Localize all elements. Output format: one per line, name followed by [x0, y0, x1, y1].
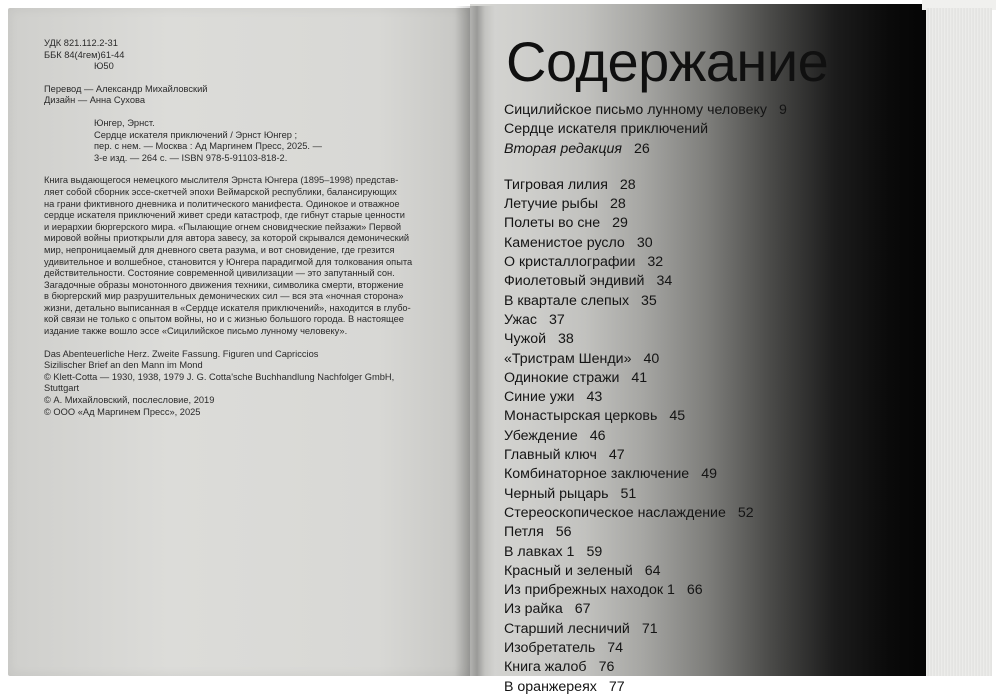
- toc-entry-page: 38: [558, 331, 574, 348]
- toc-entry: [504, 330, 904, 349]
- copyright-line: © Klett-Cotta — 1930, 1938, 1979 J. G. Cotta'sche Buchhandlung Nachfolger GmbH,: [44, 371, 395, 382]
- toc-entry-page: 46: [589, 427, 606, 444]
- toc-entry: [504, 427, 904, 446]
- toc-entry-page: [708, 121, 720, 137]
- toc-entry-title: Сицилийское письмо лунному человеку: [504, 102, 767, 118]
- toc-entry-title: Убеждение: [504, 427, 578, 444]
- toc-entry-page: 41: [631, 369, 648, 386]
- credit-designer: Дизайн — Анна Сухова: [44, 95, 146, 106]
- toc-entry-page: 67: [574, 601, 591, 618]
- toc-entry-title: «Тристрам Шенди»: [504, 350, 632, 367]
- toc-entry-title: Тигровая лилия: [504, 176, 608, 193]
- author-mark: Ю50: [94, 61, 114, 72]
- toc-entry-title: Изобретатель: [504, 640, 596, 657]
- toc-entry-title: Из прибрежных находок 1: [504, 582, 675, 599]
- toc-entry-title: Монастырская церковь: [504, 408, 658, 425]
- toc-entry-title: Красный и зеленый: [504, 562, 633, 579]
- table-of-contents: [504, 101, 904, 697]
- toc-entry: [504, 465, 904, 484]
- toc-entry-title: Ужас: [504, 311, 538, 328]
- toc-entry-title: Синие ужи: [504, 389, 575, 406]
- toc-entry: [504, 639, 904, 658]
- annotation-line: издание также вошло эссе «Сицилийское письмо лунному человеку».: [44, 326, 348, 337]
- toc-entry: [504, 101, 904, 120]
- toc-entry-page: 74: [607, 640, 623, 657]
- toc-entry-page: 9: [778, 102, 787, 118]
- toc-entry: [504, 485, 904, 504]
- toc-entry: [504, 678, 904, 697]
- toc-entry-page: 76: [598, 659, 615, 676]
- copyright-line: © ООО «Ад Маргинем Пресс», 2025: [44, 406, 201, 417]
- toc-entry-title: Петля: [504, 524, 544, 541]
- toc-entry-title: Чужой: [504, 331, 547, 348]
- toc-entry-page: 52: [737, 504, 754, 521]
- toc-entry-page: 56: [555, 524, 572, 541]
- toc-entry: [504, 658, 904, 677]
- toc-entry: [504, 234, 904, 253]
- annotation-line: жизни, детально выписанная в «Сердце искателя приключений», находится в глубо-: [44, 302, 411, 313]
- toc-entry: [504, 369, 904, 388]
- toc-entry-page: 40: [643, 350, 660, 367]
- copyright-line: Stuttgart: [44, 383, 80, 394]
- annotation-line: мир, непроницаемый для дневного света разума, и вот сновидение, где грезится: [44, 244, 395, 255]
- toc-entry-page: 26: [633, 140, 650, 157]
- toc-entry-page: 28: [610, 196, 626, 213]
- toc-entry: [504, 214, 904, 233]
- toc-entry-title: Фиолетовый эндивий: [504, 273, 645, 290]
- toc-entry-page: 30: [636, 234, 653, 251]
- copyright-block: [44, 349, 444, 419]
- toc-entry: [504, 195, 904, 214]
- right-page: [470, 4, 926, 695]
- toc-entry-page: 64: [644, 562, 661, 579]
- toc-entry: [504, 562, 904, 581]
- toc-entry: [504, 523, 904, 542]
- toc-entry-title: Комбинаторное заключение: [504, 466, 690, 483]
- toc-entry-page: 35: [641, 292, 657, 309]
- catalog-record: [44, 118, 444, 164]
- toc-entry-title: Сердце искателя приключений: [504, 121, 708, 138]
- copyright-line: Sizilischer Brief an den Mann im Mond: [44, 360, 203, 371]
- toc-entry-title: Вторая редакция: [504, 140, 622, 157]
- toc-entry: [504, 407, 904, 426]
- toc-entry-title: О кристаллографии: [504, 254, 636, 271]
- toc-entry-title: Главный ключ: [504, 447, 597, 464]
- toc-entry-title: Стереоскопическое наслаждение: [504, 504, 726, 521]
- annotation: [44, 175, 444, 337]
- toc-entry-page: 51: [620, 485, 637, 502]
- toc-entry-title: Книга жалоб: [504, 659, 587, 676]
- annotation-line: в бюргерский мир разрушительных демонических сил — вся эта «ночная сторона»: [44, 291, 404, 302]
- toc-entry-title: Полеты во сне: [504, 215, 601, 232]
- toc-entry-page: 43: [586, 389, 603, 406]
- toc-entry-title: Одинокие стражи: [504, 369, 620, 386]
- toc-entry: [504, 388, 904, 407]
- copyright-line: © А. Михайловский, послесловие, 2019: [44, 395, 215, 406]
- toc-entry-title: Каменистое русло: [504, 234, 625, 251]
- toc-entry-title: В квартале слепых: [504, 292, 630, 309]
- toc-entry: [504, 311, 904, 330]
- toc-entry-page: 29: [612, 215, 628, 232]
- imprint-text: [44, 38, 444, 418]
- annotation-line: и иерархии бюргерского мира. «Пылающие огнем сновидческие пейзажи» Первой: [44, 221, 402, 232]
- toc-entry-page: 59: [586, 543, 603, 560]
- toc-entry-title: В лавках 1: [504, 543, 575, 560]
- catalog-line: пер. с нем. — Москва : Ад Маргинем Пресс, 2025. —: [94, 141, 322, 152]
- annotation-line: на грани фиктивного дневника и политического манифеста. Одинокое и отважное: [44, 198, 400, 209]
- annotation-line: сердце искателя приключений живет среди катастроф, где гибнут старые ценности: [44, 210, 405, 221]
- toc-entry-title: Старший лесничий: [504, 620, 630, 637]
- catalog-line: Юнгер, Эрнст.: [94, 117, 155, 128]
- annotation-line: ляет собой сборник эссе-скетчей эпохи Веймарской республики, балансирующих: [44, 186, 397, 197]
- toc-entry-page: 32: [647, 254, 664, 271]
- toc-entry: [504, 140, 904, 159]
- credit-translator: Перевод — Александр Михайловский: [44, 83, 208, 94]
- toc-entry: [504, 504, 904, 523]
- toc-entry-title: В оранжереях: [504, 678, 597, 695]
- toc-entry: [504, 581, 904, 600]
- toc-entry-page: 28: [619, 176, 636, 193]
- toc-entry: [504, 253, 904, 272]
- toc-entry: [504, 176, 904, 195]
- annotation-line: Загадочные образы монотонного движения техники, символика смерти, вторжение: [44, 279, 404, 290]
- toc-entry: [504, 620, 904, 639]
- annotation-line: мировой войны приоткрыли для автора завесу, за которой скрывался демонический: [44, 233, 410, 244]
- toc-entry-page: 71: [641, 620, 658, 637]
- annotation-line: удивительное и волшебное, становится у Юнгера парадигмой для толкования опыта: [44, 256, 413, 267]
- annotation-line: кой связи не только с опытом войны, но и с жизнью большого города. В настоящее: [44, 314, 404, 325]
- toc-entry-page: 37: [549, 311, 565, 328]
- toc-entry-page: 66: [686, 582, 703, 599]
- toc-entry: [504, 292, 904, 311]
- bib-code-bbk: ББК 84(4гем)61-44: [44, 49, 125, 60]
- toc-entry-title: Летучие рыбы: [504, 196, 599, 213]
- toc-entry: [504, 272, 904, 291]
- toc-entry-page: 77: [608, 678, 625, 695]
- toc-entry: [504, 120, 904, 139]
- toc-entry-page: 34: [656, 273, 673, 290]
- toc-entry-page: 49: [701, 466, 717, 483]
- credits: [44, 84, 444, 107]
- toc-entry-title: Из райка: [504, 601, 563, 618]
- annotation-line: действительности. Состояние современной цивилизации — это запутанный сон.: [44, 268, 395, 279]
- catalog-line: Сердце искателя приключений / Эрнст Юнгер ;: [94, 129, 298, 140]
- toc-entry-page: 47: [608, 447, 625, 464]
- toc-entry-page: 45: [669, 408, 686, 425]
- copyright-line: Das Abenteuerliche Herz. Zweite Fassung. Figuren und Capriccios: [44, 348, 319, 359]
- toc-title: Содержание: [506, 30, 829, 93]
- bib-code-udk: УДК 821.112.2-31: [44, 38, 118, 48]
- page-edges: [926, 8, 992, 676]
- catalog-line: 3-е изд. — 264 с. — ISBN 978-5-91103-818-2.: [94, 152, 288, 163]
- toc-entry-title: Черный рыцарь: [504, 485, 609, 502]
- toc-entry: [504, 600, 904, 619]
- toc-entry: [504, 446, 904, 465]
- left-page: [8, 8, 470, 676]
- toc-entry: [504, 350, 904, 369]
- bib-codes: [44, 38, 444, 73]
- toc-entry: [504, 543, 904, 562]
- annotation-line: Книга выдающегося немецкого мыслителя Эрнста Юнгера (1895–1998) представ-: [44, 175, 399, 186]
